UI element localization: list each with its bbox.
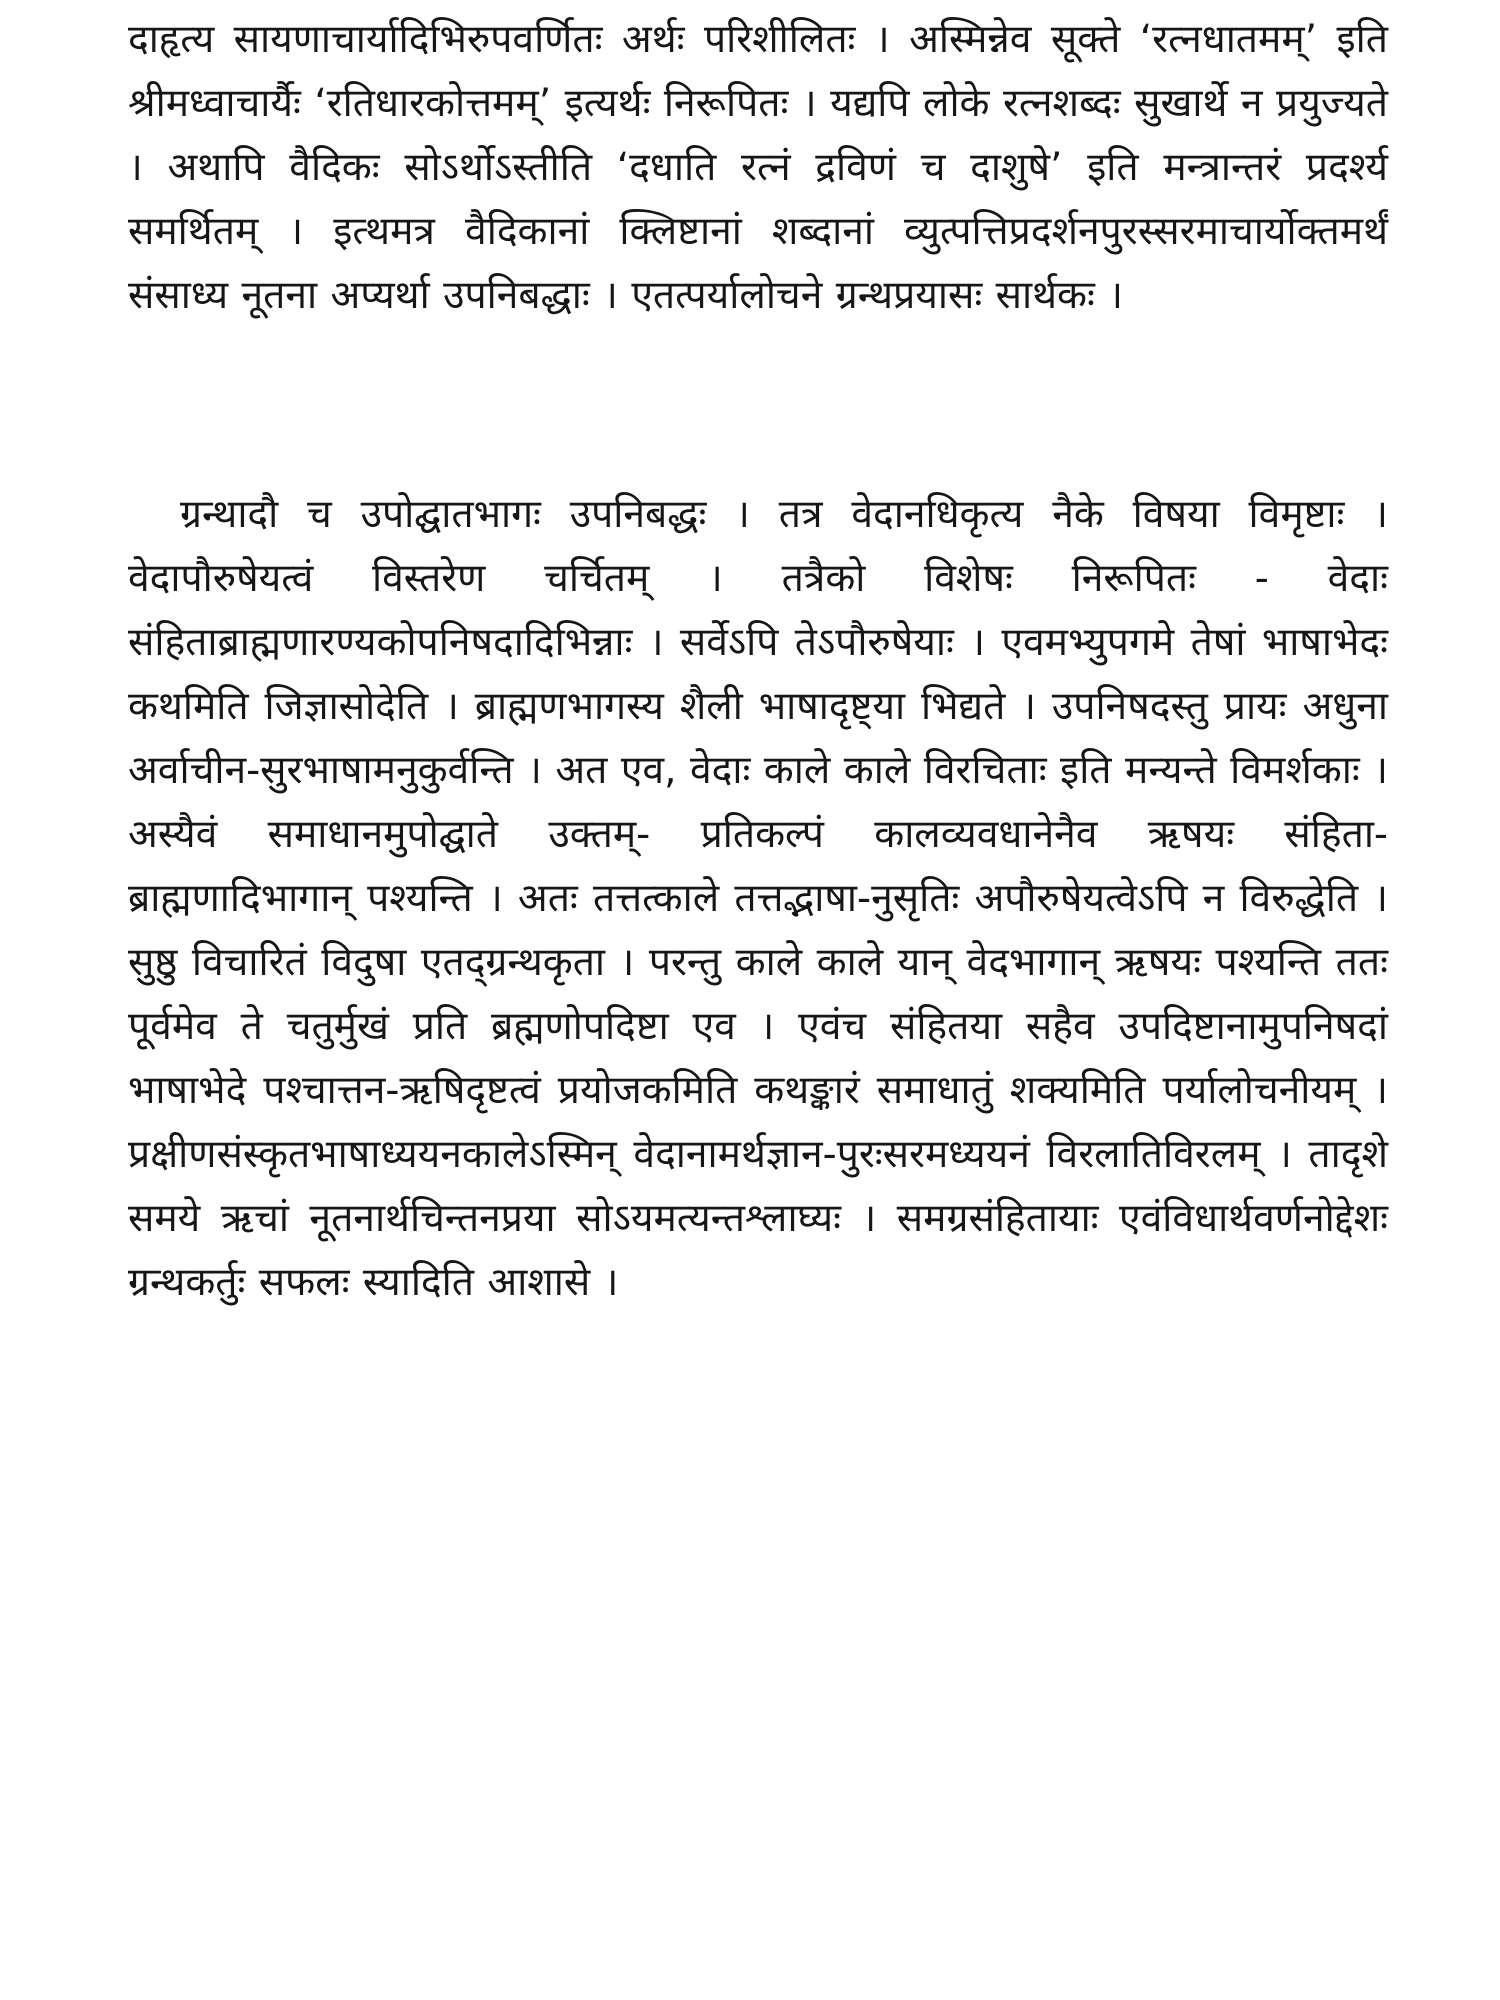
paragraph-2	[128, 483, 1388, 1315]
paragraph-1-text: दाहृत्य सायणाचार्यादिभिरुपवर्णितः अर्थः परिशीलितः । अस्मिन्नेव सूक्ते ‘रत्नधातमम्’ इति श्रीमध्वाचार्यैः ‘रतिधारकोत्तमम्’ इत्यर्थः निरूपितः । यद्यपि लोके रत्नशब्दः सुखार्थे न प्रयुज्यते । अथापि वैदिकः सोऽर्थोऽस्तीति ‘दधाति रत्नं द्रविणं च दाशुषे’ इति मन्त्रान्तरं प्रदर्श्य समर्थितम् । इत्थमत्र वैदिकानां क्लिष्टानां शब्दानां व्युत्पत्तिप्रदर्शनपुरस्सरमाचार्योक्तमर्थं संसाध्य नूतना अप्यर्था उपनिबद्धाः । एतत्पर्यालोचने ग्रन्थप्रयासः सार्थकः ।	[128, 17, 1388, 318]
paragraph-2-text: ग्रन्थादौ च उपोद्घातभागः उपनिबद्धः । तत्र वेदानधिकृत्य नैके विषया विमृष्टाः । वेदापौरुषेयत्वं विस्तरेण चर्चितम् । तत्रैको विशेषः निरूपितः - वेदाः संहिताब्राह्मणारण्यकोपनिषदादिभिन्नाः । सर्वेऽपि तेऽपौरुषेयाः । एवमभ्युपगमे तेषां भाषाभेदः कथमिति जिज्ञासोदेति । ब्राह्मणभागस्य शैली भाषादृष्ट्या भिद्यते । उपनिषदस्तु प्रायः अधुना अर्वाचीन-सुरभाषामनुकुर्वन्ति । अत एव, वेदाः काले काले विरचिताः इति मन्यन्ते विमर्शकाः । अस्यैवं समाधानमुपोद्घाते उक्तम्- प्रतिकल्पं कालव्यवधानेनैव ऋषयः संहिता-ब्राह्मणादिभागान् पश्यन्ति । अतः तत्तत्काले तत्तद्भाषा-नुसृतिः अपौरुषेयत्वेऽपि न विरुद्धेति । सुष्ठु विचारितं विदुषा एतद्ग्रन्थकृता । परन्तु काले काले यान् वेदभागान् ऋषयः पश्यन्ति ततः पूर्वमेव ते चतुर्मुखं प्रति ब्रह्मणोपदिष्टा एव । एवंच संहितया सहैव उपदिष्टानामुपनिषदां भाषाभेदे पश्चात्तन-ऋषिदृष्टत्वं प्रयोजकमिति कथङ्कारं समाधातुं शक्यमिति पर्यालोचनीयम् । प्रक्षीणसंस्कृतभाषाध्ययनकालेऽस्मिन् वेदानामर्थज्ञान-पुरःसरमध्ययनं विरलातिविरलम् । तादृशे समये ऋचां नूतनार्थचिन्तनप्रया सोऽयमत्यन्तश्लाघ्यः । समग्रसंहितायाः एवंविधार्थवर्णनोद्देशः ग्रन्थकर्तुः सफलः स्यादिति आशासे ।	[128, 492, 1388, 1305]
paragraph-1	[128, 8, 1388, 328]
